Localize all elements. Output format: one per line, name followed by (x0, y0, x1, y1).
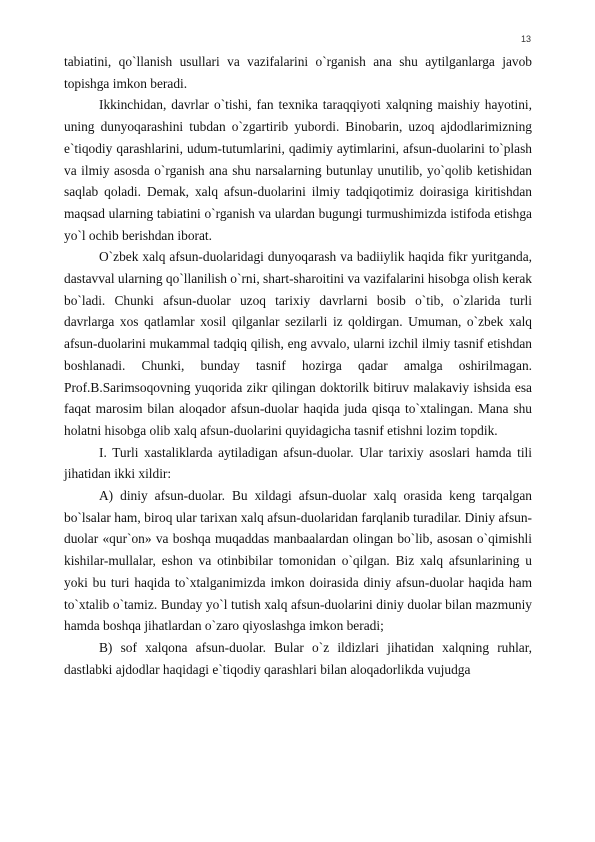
paragraph-folk-incantations: B) sof xalqona afsun-duolar. Bular o`z ildizlari jihatidan xalqning ruhlar, dastlabki ajdodlar haqidagi e`tiqodiy qarashlari bilan aloqadorlikda vujudga (64, 639, 532, 677)
document-body (64, 51, 532, 680)
paragraph-classification-1: I. Turli xastaliklarda aytiladigan afsun-duolar. Ular tarixiy asoslari hamda tili jihatidan ikki xildir: (64, 444, 532, 482)
paragraph-worldview: O`zbek xalq afsun-duolaridagi dunyoqarash va badiiylik haqida fikr yuritganda, dastavval ularning qo`llanilish o`rni, shart-sharoitini va vazifalarini hisobga olish kerak bo`ladi. Chunki afsun-duolar uzoq tarixiy davrlarni bosib o`tib, o`zlarida turli davrlarga xos qatlamlar xosil qilganlar sezilarli iz qoldirgan. Umuman, o`zbek xalq afsun-duolarini mukammal tadqiq qilish, eng avvalo, ularni izchil ilmiy tasnif etishdan boshlanadi. Chunki, bunday tasnif hozirga qadar amalga oshirilmagan. Prof.B.Sarimsoqovning yuqorida zikr qilingan doktorilk bitiruv malakaviy ishsida esa faqat marosim bilan aloqador afsun-duolar haqida juda qisqa to`xtalingan. Mana shu holatni hisobga olib xalq afsun-duolarini quyidagicha tasnif etishni lozim topdik. (64, 249, 532, 438)
page-number: 13 (520, 34, 531, 44)
paragraph-continuation: tabiatini, qo`llanish usullari va vazifalarini o`rganish ana shu aytilganlarga javob topishga imkon beradi. (64, 54, 532, 91)
paragraph-secondly: Ikkinchidan, davrlar o`tishi, fan texnika taraqqiyoti xalqning maishiy hayotini, uning dunyoqarashini tubdan o`zgartirib yubordi. Binobarin, uzoq ajdodlarimizning e`tiqodiy qarashlarini, udum-tutumlarini, qadimiy aytimlarini, afsun-duolarini to`plash va ilmiy asosda o`rganish ana shu narsalarning butunlay unutilib, yo`qolib ketishidan saqlab qoladi. Demak, xalq afsun-duolarini ilmiy tadqiqotimiz doirasiga kiritishdan maqsad ularning tabiatini o`rganish va ulardan bugungi turmushimizda istifoda etishga yo`l ochib berishdan iborat. (64, 97, 532, 243)
paragraph-religious-incantations: A) diniy afsun-duolar. Bu xildagi afsun-duolar xalq orasida keng tarqalgan bo`lsalar ham, biroq ular tarixan xalq afsun-duolaridan farqlanib turadilar. Diniy afsun-duolar «qur`on» va boshqa muqaddas manbaalardan olingan bo`lib, asosan o`qimishli kishilar-mullalar, eshon va otinbibilar tomonidan o`qilgan. Biz xalq afsunlarining u yoki bu turi haqida to`xtalganimizda imkon doirasida diniy afsun-duolar haqida ham to`xtalib o`tamiz. Bunday yo`l tutish xalq afsun-duolarini diniy duolar bilan mazmuniy hamda boshqa jihatlardan o`zaro qiyoslashga imkon beradi; (64, 488, 532, 634)
